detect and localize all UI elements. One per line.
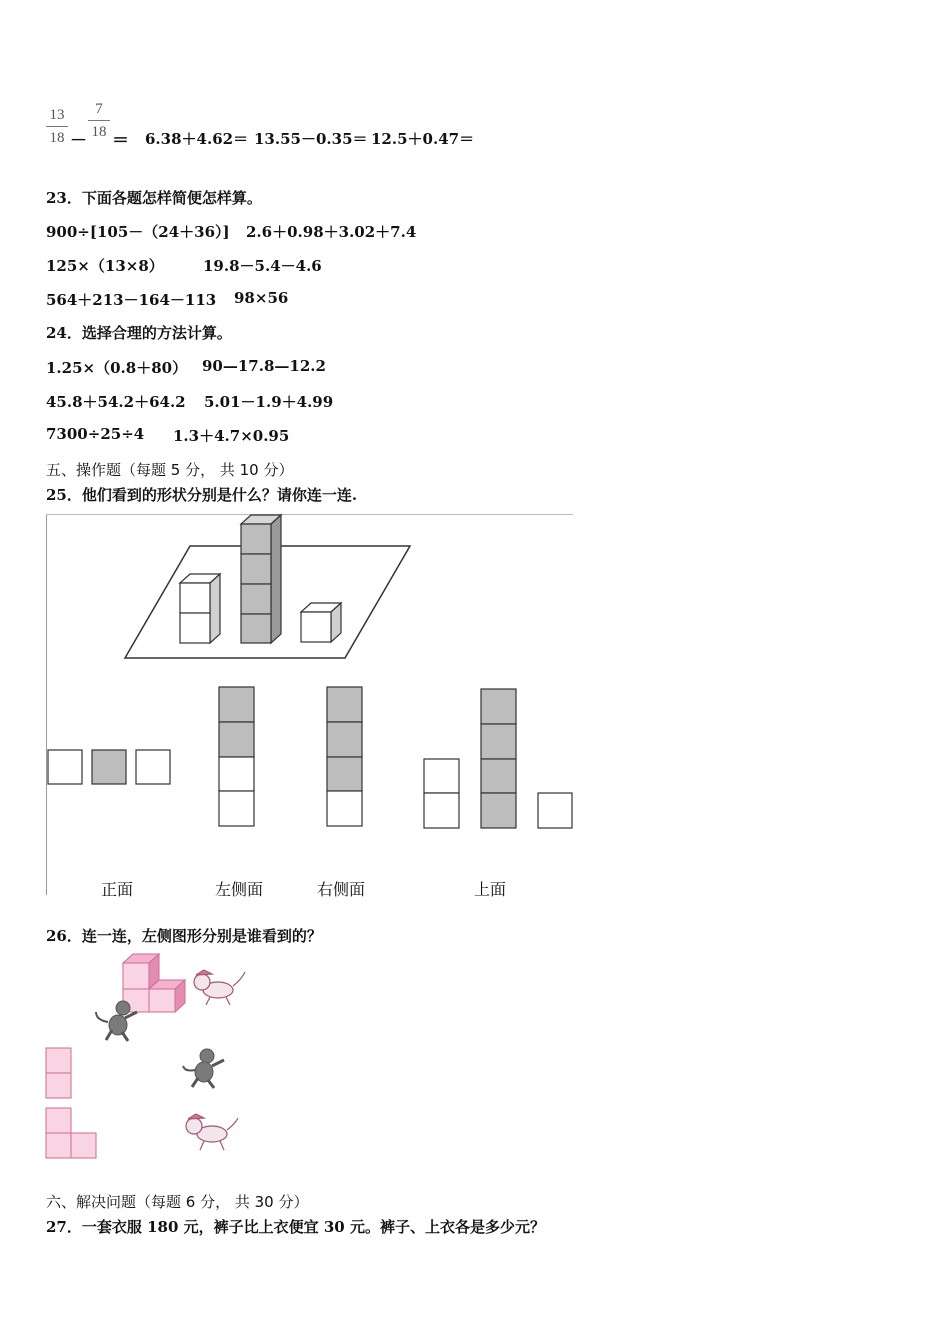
q24-row1-right: 90—17.8—12.2 bbox=[202, 357, 326, 375]
equals-sign: ＝ bbox=[112, 131, 129, 151]
q24-title: 24．选择合理的方法计算。 bbox=[46, 324, 232, 342]
q24-row1-left: 1.25×（0.8＋80） bbox=[46, 359, 188, 377]
q26-title: 26．连一连，左侧图形分别是谁看到的？ bbox=[46, 927, 322, 945]
fraction-denominator: 18 bbox=[91, 124, 107, 140]
dog-icon bbox=[186, 1114, 238, 1150]
q23-row2-left: 125×（13×8） bbox=[46, 257, 164, 275]
label-front: 正面 bbox=[101, 880, 134, 899]
q23-row2-right: 19.8－5.4－4.6 bbox=[203, 257, 322, 275]
q23-row1-right: 2.6＋0.98＋3.02＋7.4 bbox=[246, 223, 417, 241]
section-6-heading: 六、解决问题（每题 6 分， 共 30 分） bbox=[46, 1193, 309, 1211]
q24-row3-right: 1.3＋4.7×0.95 bbox=[173, 427, 290, 445]
q22-item-1: 6.38＋4.62＝ bbox=[145, 130, 249, 148]
q23-title: 23．下面各题怎样简便怎样算。 bbox=[46, 189, 262, 207]
minus-sign: － bbox=[70, 131, 87, 151]
q24-row2-left: 45.8＋54.2＋64.2 bbox=[46, 393, 186, 411]
q24-row3-left: 7300÷25÷4 bbox=[46, 425, 145, 443]
label-right-side: 右侧面 bbox=[317, 880, 366, 899]
pink-cube-structure bbox=[123, 954, 185, 1012]
monkey-icon bbox=[183, 1049, 224, 1088]
section-5-heading: 五、操作题（每题 5 分， 共 10 分） bbox=[46, 461, 294, 479]
fraction-denominator: 18 bbox=[49, 130, 65, 146]
q23-row3-right: 98×56 bbox=[234, 289, 289, 307]
view-shape-column bbox=[46, 1048, 71, 1098]
q22-item-2: 13.55－0.35＝ bbox=[254, 130, 368, 148]
q27-title: 27．一套衣服 180 元，裤子比上衣便宜 30 元。裤子、上衣各是多少元？ bbox=[46, 1218, 545, 1236]
label-left-side: 左侧面 bbox=[215, 880, 264, 899]
view-shape-l bbox=[46, 1108, 96, 1158]
q23-row3-left: 564＋213－164－113 bbox=[46, 291, 217, 309]
q22-item-3: 12.5＋0.47＝ bbox=[371, 130, 475, 148]
label-top: 上面 bbox=[474, 880, 507, 899]
fraction-numerator: 13 bbox=[49, 107, 65, 123]
q24-row2-right: 5.01－1.9＋4.99 bbox=[204, 393, 334, 411]
q25-title: 25．他们看到的形状分别是什么？请你连一连. bbox=[46, 486, 358, 504]
q23-row1-left: 900÷[105－（24＋36）] bbox=[46, 223, 230, 241]
dog-icon bbox=[194, 970, 245, 1005]
fraction-numerator: 7 bbox=[95, 101, 103, 117]
